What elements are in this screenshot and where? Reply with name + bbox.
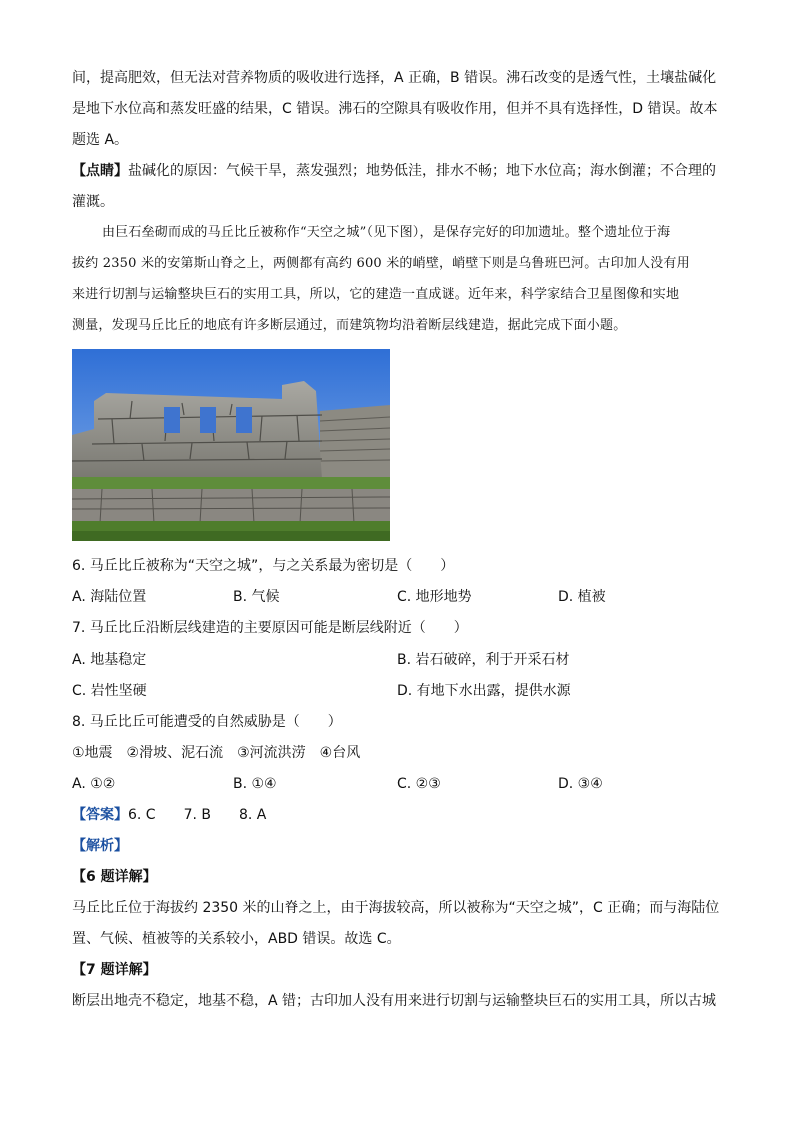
q6-option-d: D. 植被 [558,589,606,605]
answer-line [72,805,732,825]
q7-option-a: A. 地基稳定 [72,652,147,668]
q7-stem: 7. 马丘比丘沿断层线建造的主要原因可能是断层线附近（ ） [72,620,468,636]
q6-detail-line-2: 置、气候、植被等的关系较小，ABD 错误。故选 C。 [72,931,401,947]
analysis-label: 【解析】 [72,838,128,854]
passage-line-4: 测量，发现马丘比丘的地底有许多断层通过，而建筑物均沿着断层线建造，据此完成下面小题。 [72,318,627,333]
q6-option-c: C. 地形地势 [397,589,472,605]
point-paragraph [72,161,732,181]
answer-label: 【答案】 [72,807,128,823]
q8-option-a: A. ①② [72,776,116,792]
intro-line-1: 间，提高肥效，但无法对营养物质的吸收进行选择，A 正确，B 错误。沸石改变的是透气性，土壤盐碱化 [72,70,717,86]
q7-detail-label: 【7 题详解】 [72,962,157,978]
q7-option-b: B. 岩石破碎，利于开采石材 [397,652,570,668]
q8-option-c: C. ②③ [397,776,441,792]
q8-stem: 8. 马丘比丘可能遭受的自然威胁是（ ） [72,714,342,730]
q6-detail-label: 【6 题详解】 [72,869,157,885]
point-label: 【点睛】 [72,163,128,179]
intro-line-2: 是地下水位高和蒸发旺盛的结果，C 错误。沸石的空隙具有吸收作用，但并不具有选择性，D 错误。故本 [72,101,718,117]
q6-stem: 6. 马丘比丘被称为“天空之城”，与之关系最为密切是（ ） [72,558,455,574]
q8-option-d: D. ③④ [558,776,603,792]
q6-option-b: B. 气候 [233,589,280,605]
q7-detail-line-1: 断层出地壳不稳定，地基不稳，A 错；古印加人没有用来进行切割与运输整块巨石的实用工具，所以古城 [72,993,717,1009]
intro-line-3: 题选 A。 [72,132,129,148]
machu-picchu-photo [72,349,390,541]
passage-line-2: 拔约 2350 米的安第斯山脊之上，两侧都有高约 600 米的峭壁，峭壁下则是乌鲁班巴河。古印加人没有用 [72,256,690,271]
q7-option-d: D. 有地下水出露，提供水源 [397,683,571,699]
q8-option-b: B. ①④ [233,776,277,792]
q6-option-a: A. 海陆位置 [72,589,147,605]
answer-text: 6. C 7. B 8. A [128,807,267,823]
point-line-2: 灌溉。 [72,194,114,210]
point-text: 盐碱化的原因：气候干旱，蒸发强烈；地势低洼，排水不畅；地下水位高；海水倒灌；不合理的 [128,163,716,179]
q6-detail-line-1: 马丘比丘位于海拔约 2350 米的山脊之上，由于海拔较高，所以被称为“天空之城”，C 正确；而与海陆位 [72,900,720,916]
passage-line-3: 来进行切割与运输整块巨石的实用工具，所以，它的建造一直成谜。近年来，科学家结合卫星图像和实地 [72,287,680,302]
passage-line-1: 由巨石垒砌而成的马丘比丘被称作“天空之城”（见下图），是保存完好的印加遗址。整个遗址位于海 [102,225,671,240]
q7-option-c: C. 岩性坚硬 [72,683,147,699]
q8-items: ①地震 ②滑坡、泥石流 ③河流洪涝 ④台风 [72,745,361,761]
